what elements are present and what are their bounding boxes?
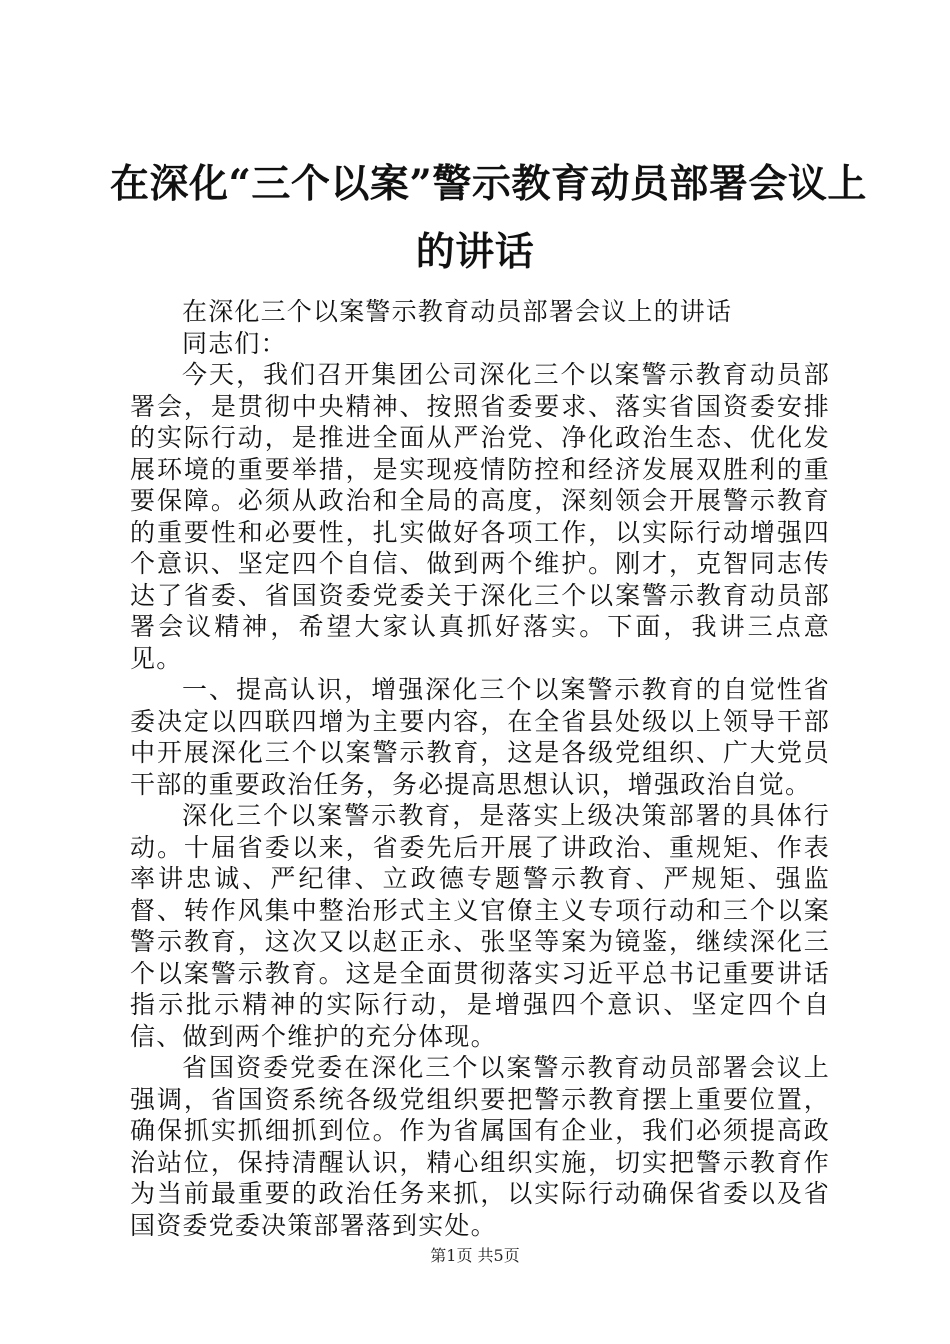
body-paragraph: 省国资委党委在深化三个以案警示教育动员部署会议上强调，省国资系统各级党组织要把警示教育摆上重要位置，确保抓实抓细抓到位。作为省属国有企业，我们必须提高政治站位，保持清醒认识，精心组织实施，切实把警示教育作为当前最重要的政治任务来抓，以实际行动确保省委以及省国资委党委决策部署落到实处。	[130, 1053, 830, 1240]
page-footer: 第1页 共5页	[430, 1246, 520, 1265]
body-paragraph: 同志们：	[182, 328, 287, 358]
body-paragraph: 在深化三个以案警示教育动员部署会议上的讲话	[182, 297, 733, 326]
body-paragraph: 一、提高认识，增强深化三个以案警示教育的自觉性省委决定以四联四增为主要内容，在全省县处级以上领导干部中开展深化三个以案警示教育，这是各级党组织、广大党员干部的重要政治任务，务必提高思想认识，增强政治自觉。	[130, 675, 830, 799]
document-body	[130, 296, 830, 1241]
document-title-line-2: 的讲话	[415, 229, 535, 275]
body-paragraph: 深化三个以案警示教育，是落实上级决策部署的具体行动。十届省委以来，省委先后开展了讲政治、重规矩、作表率讲忠诚、严纪律、立政德专题警示教育、严规矩、强监督、转作风集中整治形式主义官僚主义专项行动和三个以案警示教育，这次又以赵正永、张坚等案为镜鉴，继续深化三个以案警示教育。这是全面贯彻落实习近平总书记重要讲话指示批示精神的实际行动，是增强四个意识、坚定四个自信、做到两个维护的充分体现。	[130, 801, 830, 1051]
document-title-line-1: 在深化“三个以案”警示教育动员部署会议上	[110, 161, 867, 207]
body-paragraph: 今天，我们召开集团公司深化三个以案警示教育动员部署会，是贯彻中央精神、按照省委要求、落实省国资委安排的实际行动，是推进全面从严治党、净化政治生态、优化发展环境的重要举措，是实现疫情防控和经济发展双胜利的重要保障。必须从政治和全局的高度，深刻领会开展警示教育的重要性和必要性，扎实做好各项工作，以实际行动增强四个意识、坚定四个自信、做到两个维护。刚才，克智同志传达了省委、省国资委党委关于深化三个以案警示教育动员部署会议精神，希望大家认真抓好落实。下面，我讲三点意见。	[130, 360, 830, 673]
